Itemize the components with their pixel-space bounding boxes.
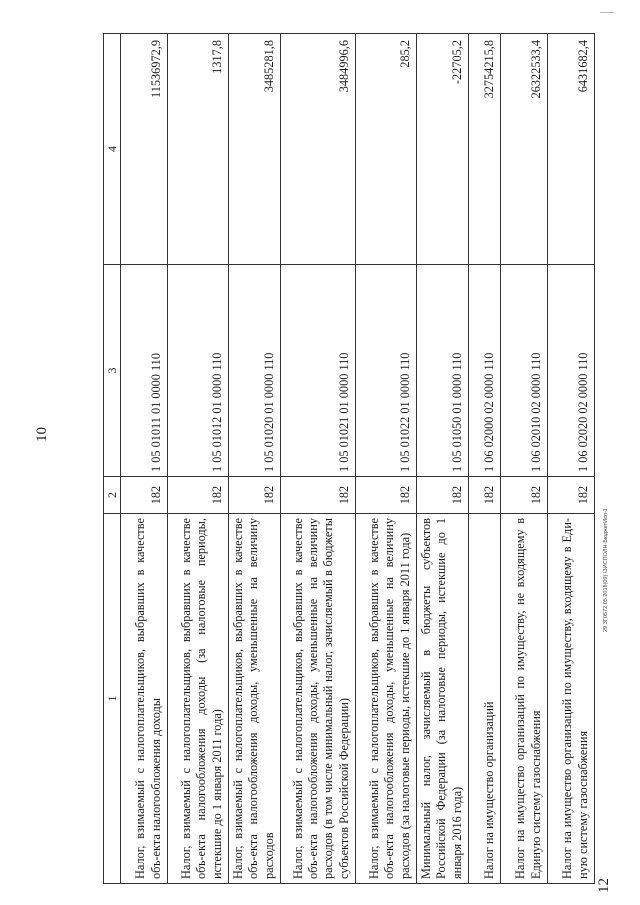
header-col-1: 1 (104, 514, 121, 884)
revenue-table (103, 33, 595, 884)
admin-code: 182 (356, 477, 417, 514)
tax-name: Налог, взимаемый с налогоплательщиков, выбравших в качестве объ-екта налогообложения доходы (121, 514, 168, 884)
amount: 3484996,6 (281, 34, 356, 265)
budget-code: 1 05 01012 01 0000 110 (168, 265, 229, 477)
scan-mark (600, 12, 614, 13)
tax-name: Налог, взимаемый с налогоплательщиков, выбравших в качестве объ-екта налогообложения доходы, уменьшенные на величину расходов (в том числе минимальный налог, зачисляемый в бюджеты субъектов Российской Федерации) (281, 514, 356, 884)
amount: 1317,8 (168, 34, 229, 265)
amount: 6431682,4 (548, 34, 595, 265)
amount: 32754215,8 (469, 34, 501, 265)
budget-code: 1 05 01011 01 0000 110 (121, 265, 168, 477)
admin-code: 182 (281, 477, 356, 514)
table-row (417, 34, 469, 884)
page-number-top: 10 (34, 427, 50, 442)
tax-name: Налог, взимаемый с налогоплательщиков, выбравших в качестве объ-екта налогообложения доходы, уменьшенные на величину расходов (за налоговые периоды, истекшие до 1 января 2011 года) (356, 514, 417, 884)
table-row (121, 34, 168, 884)
document-id: 29 ЗГ0572 05.2018(09) \ЗИСПОЛН-БюджетИсп-1 (603, 508, 609, 632)
table-row (469, 34, 501, 884)
amount: 11536972,9 (121, 34, 168, 265)
admin-code: 182 (229, 477, 281, 514)
table-row (168, 34, 229, 884)
admin-code: 182 (168, 477, 229, 514)
budget-code: 1 06 02000 02 0000 110 (469, 265, 501, 477)
amount: 26322533,4 (501, 34, 548, 265)
tax-name: Налог, взимаемый с налогоплательщиков, выбравших в качестве объ-екта налогообложения доходы, уменьшенные на величину расходов (229, 514, 281, 884)
tax-name: Налог, взимаемый с налогоплательщиков, выбравших в качестве объ-екта налогообложения доходы (за налоговые периоды, истекшие до 1 января 2011 года) (168, 514, 229, 884)
table-row (229, 34, 281, 884)
admin-code: 182 (548, 477, 595, 514)
tax-name: Минимальный налог, зачисляемый в бюджеты субъектов Российской Федерации (за налоговые периоды, истекшие до 1 января 2016 года) (417, 514, 469, 884)
page-number-bottom: 12 (596, 878, 612, 893)
amount: 3485281,8 (229, 34, 281, 265)
admin-code: 182 (469, 477, 501, 514)
budget-code: 1 06 02020 02 0000 110 (548, 265, 595, 477)
rotated-table-container (103, 34, 595, 884)
amount: 285,2 (356, 34, 417, 265)
header-col-2: 2 (104, 477, 121, 514)
admin-code: 182 (501, 477, 548, 514)
budget-code: 1 06 02010 02 0000 110 (501, 265, 548, 477)
budget-code: 1 05 01020 01 0000 110 (229, 265, 281, 477)
budget-code: 1 05 01022 01 0000 110 (356, 265, 417, 477)
table-row (548, 34, 595, 884)
header-col-4: 4 (104, 34, 121, 265)
table-row (356, 34, 417, 884)
tax-name: Налог на имущество организаций по имуществу, не входящему в Единую систему газоснабжения (501, 514, 548, 884)
header-col-3: 3 (104, 265, 121, 477)
budget-code: 1 05 01050 01 0000 110 (417, 265, 469, 477)
header-row (104, 34, 121, 884)
tax-name: Налог на имущество организаций по имуществу, входящему в Еди-ную систему газоснабжения (548, 514, 595, 884)
admin-code: 182 (417, 477, 469, 514)
table-row (281, 34, 356, 884)
tax-name: Налог на имущество организаций (469, 514, 501, 884)
admin-code: 182 (121, 477, 168, 514)
table-row (501, 34, 548, 884)
budget-code: 1 05 01021 01 0000 110 (281, 265, 356, 477)
amount: -22705,2 (417, 34, 469, 265)
